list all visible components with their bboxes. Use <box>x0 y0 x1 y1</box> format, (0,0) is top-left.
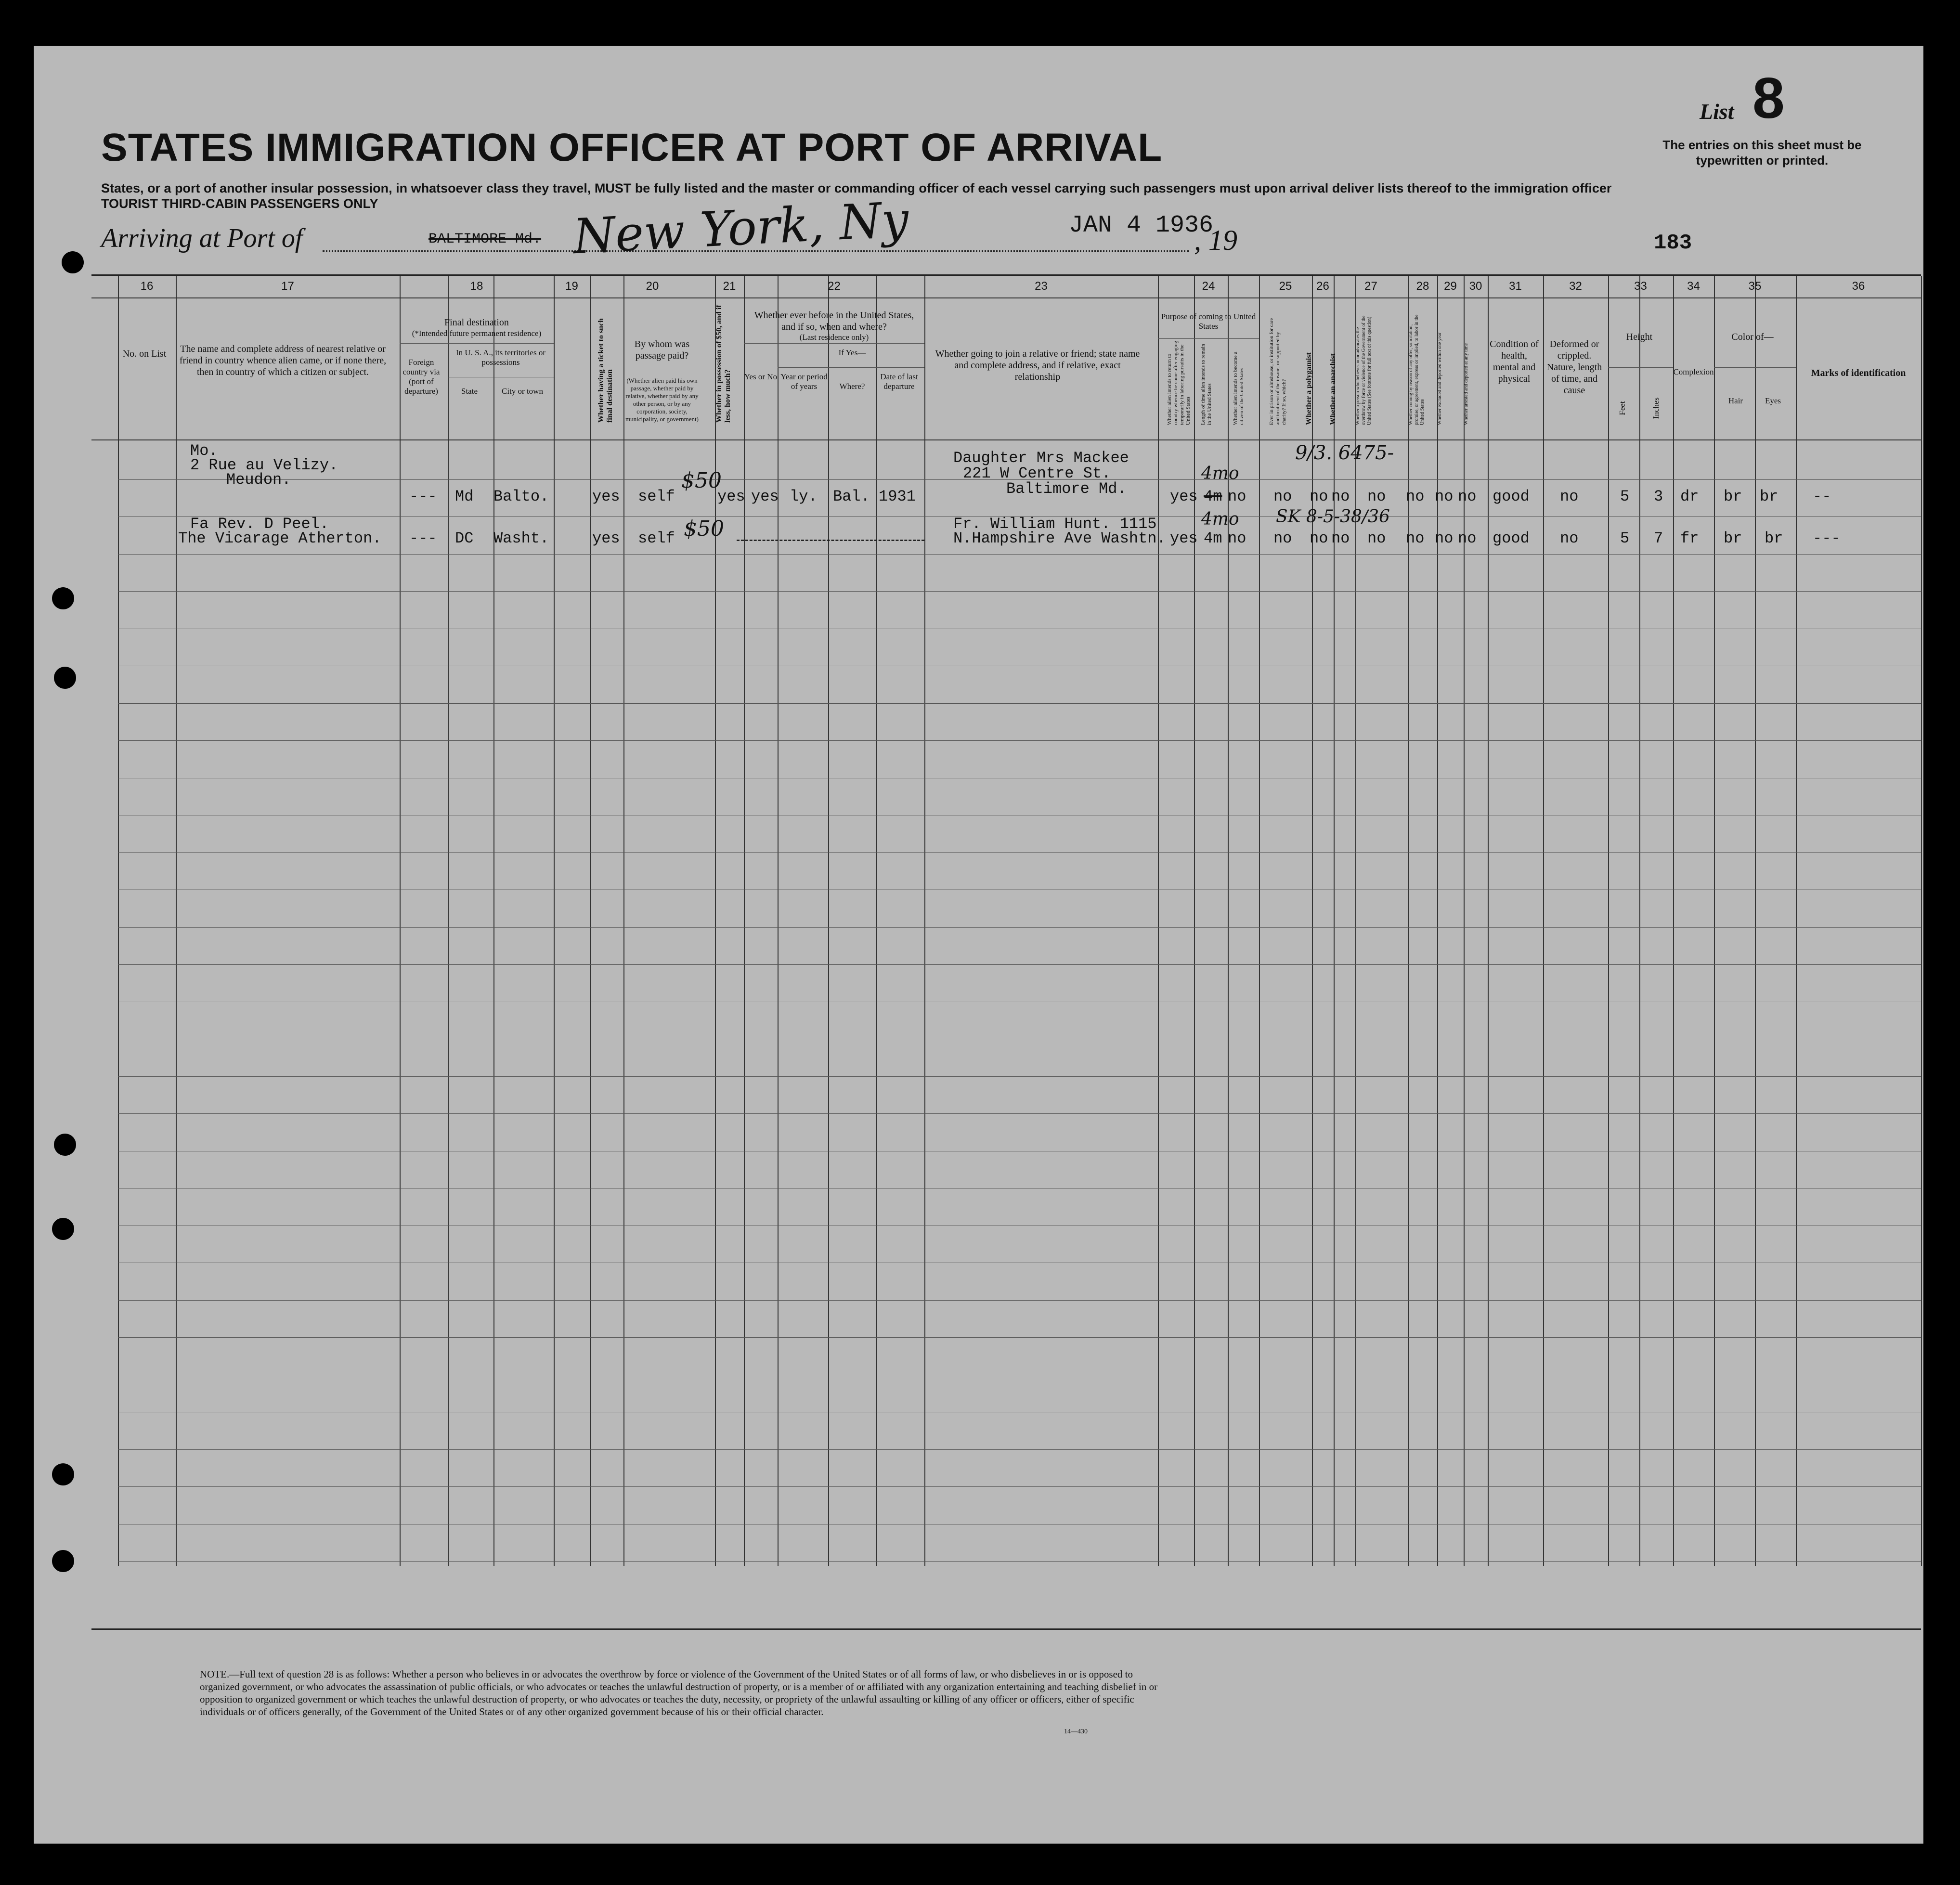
header-height: Height <box>1626 332 1653 342</box>
column-number: 31 <box>1509 280 1522 293</box>
header-usa: In U. S. A., its territories or possessions <box>455 348 546 367</box>
header-ticket: Whether having a ticket to such final destination <box>597 318 614 423</box>
header-marks: Marks of identification <box>1811 368 1906 378</box>
subtitle-line2: TOURIST THIRD-CABIN PASSENGERS ONLY <box>101 196 378 211</box>
header-final-destination: Final destination <box>444 317 509 328</box>
grid-vline <box>1464 276 1465 1566</box>
row2-annotation: SK 8-5-38/36 <box>1276 507 1390 527</box>
row1-ever-where: Bal. <box>833 488 870 505</box>
grid-hline <box>91 439 1921 440</box>
column-number: 19 <box>565 280 578 293</box>
header-yes-or-no: Yes or No <box>744 372 778 381</box>
column-number: 21 <box>723 280 736 293</box>
grid-vline <box>1673 276 1674 1566</box>
row1-polygamist: no <box>1310 488 1328 505</box>
grid-vline <box>1488 276 1489 1566</box>
arrival-label: Arriving at Port of <box>101 223 303 253</box>
year-prefix: , 19 <box>1194 224 1237 256</box>
row2-hair: br <box>1724 529 1742 547</box>
grid-vline <box>1921 276 1922 1566</box>
row1-join-line3: Baltimore Md. <box>1006 480 1127 498</box>
row2-join-line1: Fr. William Hunt. 1115 <box>953 515 1157 533</box>
header-join-relative: Whether going to join a relative or friend; state name and complete address, and if relative, exact relationship <box>935 349 1140 382</box>
row1-money-hand: $50 <box>681 468 722 493</box>
column-number: 33 <box>1634 280 1647 293</box>
column-number: 23 <box>1035 280 1048 293</box>
row1-money: yes <box>717 488 745 505</box>
punch-hole <box>52 587 74 609</box>
grid-vline <box>1334 276 1335 1566</box>
row1-annotation: 9/3. 6475- <box>1295 442 1394 464</box>
row1-col31: no <box>1458 488 1477 505</box>
header-prison: Ever in prison or almshouse, or institution for care and treatment of the insane, or supported by charity? If so, which? <box>1269 318 1287 425</box>
subtitle-line1: States, or a port of another insular possession, in whatsoever class they travel, MUST be fully listed and the master or commanding officer of each vessel carrying such passengers must upon arrival deliver lists thereof to the immigration officer <box>101 181 1612 195</box>
header-where: Where? <box>839 382 865 391</box>
port-typed: BALTIMORE Md. <box>428 231 542 247</box>
header-passage-paid: By whom was passage paid? <box>634 339 690 361</box>
header-col31: Whether arrested and deported at any time <box>1464 343 1469 425</box>
grid-vline <box>590 276 591 1566</box>
row2-col29: no <box>1406 529 1425 547</box>
grid-vline <box>1796 276 1797 1566</box>
grid-vline <box>1158 276 1159 1566</box>
row2-paid: self <box>638 529 675 547</box>
punch-hole <box>52 1550 74 1572</box>
header-inches: Inches <box>1651 397 1661 419</box>
header-col28: Whether a person who believes in or advocates the overthrow by force or violence of the Government of the United States (See footnote for full text of this question) <box>1355 315 1372 425</box>
grid-vline <box>876 276 877 1566</box>
column-number: 16 <box>140 280 154 293</box>
row2-health: good <box>1493 529 1530 547</box>
header-hair: Hair <box>1728 396 1743 405</box>
row2-foreign: --- <box>409 529 437 547</box>
row1-purpose-c: no <box>1228 488 1246 505</box>
grid-row-line <box>118 703 1921 704</box>
header-health: Condition of health, mental and physical <box>1490 339 1539 384</box>
row2-purpose-c: no <box>1228 529 1246 547</box>
header-purpose-c: Whether alien intends to become a citizen of the United States <box>1233 351 1245 425</box>
header-passage-paid-note: (Whether alien paid his own passage, whether paid by relative, whether paid by any other person, or by any corporation, society, municipality, or government) <box>625 377 699 423</box>
row1-eyes: br <box>1760 488 1778 505</box>
row1-purpose-a: yes <box>1170 488 1198 505</box>
row2-prison: no <box>1273 529 1292 547</box>
grid-subheader-line <box>400 343 554 344</box>
row1-complexion: dr <box>1680 488 1699 505</box>
grid-vline <box>1194 276 1195 1566</box>
header-polygamist: Whether a polygamist <box>1305 352 1313 425</box>
grid-vline <box>400 276 401 1566</box>
row1-ticket: yes <box>592 488 620 505</box>
column-number: 28 <box>1416 280 1429 293</box>
row2-col28: no <box>1367 529 1386 547</box>
grid-vline <box>1639 276 1640 1566</box>
row2-purpose-a: yes <box>1170 529 1198 547</box>
row1-marks: -- <box>1813 488 1831 505</box>
grid-vline <box>554 276 555 1566</box>
grid-vline <box>828 276 829 1566</box>
row1-relative-line1: Mo. <box>190 442 218 460</box>
row1-ever-yes: yes <box>751 488 779 505</box>
column-number: 32 <box>1569 280 1582 293</box>
grid-vline <box>744 276 745 1566</box>
header-purpose-b: Length of time alien intends to remain in the United States <box>1200 344 1212 425</box>
row1-relative-line2: 2 Rue au Velizy. <box>190 456 338 474</box>
row2-ever-dash <box>737 540 924 541</box>
row2-deformed: no <box>1560 529 1579 547</box>
row2-join-line2: N.Hampshire Ave Washtn. <box>953 529 1166 547</box>
row2-complexion: fr <box>1680 529 1699 547</box>
header-city: City or town <box>502 387 543 396</box>
header-col30: Whether excluded and deported within one year <box>1437 332 1442 425</box>
grid-row-line <box>118 1113 1921 1114</box>
grid-vline <box>1437 276 1438 1566</box>
grid-row-line <box>118 1449 1921 1450</box>
row2-inches: 7 <box>1654 529 1663 547</box>
grid-vline <box>623 276 624 1566</box>
list-label: List <box>1700 99 1734 124</box>
date-stamp: JAN 4 1936 <box>1069 212 1214 239</box>
row1-city: Balto. <box>493 488 549 505</box>
column-number: 35 <box>1748 280 1762 293</box>
header-anarchist: Whether an anarchist <box>1329 353 1337 425</box>
row1-join-line2: 221 W Centre St. <box>963 465 1111 482</box>
row1-state: Md <box>455 488 474 505</box>
page-title: STATES IMMIGRATION OFFICER AT PORT OF ARRIVAL <box>101 126 1163 169</box>
list-note: The entries on this sheet must be typewritten or printed. <box>1662 138 1862 168</box>
grid-subheader-line <box>778 367 924 368</box>
row1-anarchist: no <box>1331 488 1350 505</box>
column-number: 22 <box>828 280 841 293</box>
header-complexion: Complexion <box>1673 367 1714 376</box>
punch-hole <box>62 251 84 273</box>
row1-ever-period: ly. <box>790 488 818 505</box>
grid-row-line <box>118 740 1921 741</box>
row2-col31: no <box>1458 529 1477 547</box>
page-number: 183 <box>1654 231 1692 255</box>
row2-feet: 5 <box>1620 529 1630 547</box>
grid-subheader-line <box>1608 367 1673 368</box>
row2-state: DC <box>455 529 474 547</box>
row1-deformed: no <box>1560 488 1579 505</box>
grid-vline <box>1312 276 1313 1566</box>
row2-ticket: yes <box>592 529 620 547</box>
punch-hole <box>54 1134 76 1156</box>
column-number: 17 <box>281 280 294 293</box>
row2-relative-line1: Fa Rev. D Peel. <box>190 515 329 533</box>
header-col29: Whether coming by reason of any offer, solicitation, promise, or agreement, express or implied, to labor in the United States <box>1408 314 1425 425</box>
row2-purpose-b-hand: 4mo <box>1201 509 1239 529</box>
grid-subheader-line <box>1714 367 1796 368</box>
grid-vline <box>118 276 119 1566</box>
row2-eyes: br <box>1765 529 1783 547</box>
header-final-destination-note: (*Intended future permanent residence) <box>412 329 542 338</box>
header-eyes: Eyes <box>1765 396 1781 405</box>
header-if-yes: If Yes— <box>838 348 866 357</box>
grid-vline <box>1259 276 1260 1566</box>
row1-hair: br <box>1724 488 1742 505</box>
grid-row-line <box>118 1561 1921 1562</box>
row2-money-hand: $50 <box>684 516 724 541</box>
grid-row-line <box>118 1486 1921 1487</box>
grid-vline <box>493 276 494 1566</box>
grid-subheader-line <box>744 343 924 344</box>
column-number: 27 <box>1364 280 1377 293</box>
header-relative-address: The name and complete address of nearest relative or friend in country whence alien came, or if none there, then in country of which a citizen or subject. <box>179 344 387 377</box>
punch-hole <box>52 1463 74 1485</box>
grid-vline <box>176 276 177 1566</box>
manifest-sheet <box>34 46 1923 1844</box>
column-number: 36 <box>1852 280 1865 293</box>
row1-join-line1: Daughter Mrs Mackee <box>953 449 1129 467</box>
column-number: 29 <box>1444 280 1457 293</box>
grid-vline <box>448 276 449 1566</box>
grid-vline <box>1355 276 1356 1566</box>
row2-city: Washt. <box>493 529 549 547</box>
row1-relative-line3: Meudon. <box>226 471 291 489</box>
grid-row-line <box>118 852 1921 853</box>
header-ever-before-note: (Last residence only) <box>799 333 869 342</box>
grid-row-line <box>118 591 1921 592</box>
header-state: State <box>461 387 478 396</box>
grid-vline <box>1408 276 1409 1566</box>
row1-purpose-b: 4m <box>1204 488 1222 505</box>
grid-row-line <box>118 964 1921 965</box>
row1-col30: no <box>1435 488 1454 505</box>
column-number: 26 <box>1316 280 1329 293</box>
row1-foreign: --- <box>409 488 437 505</box>
punch-hole <box>54 667 76 689</box>
header-year-period: Year or period of years <box>780 372 828 391</box>
row2-col30: no <box>1435 529 1454 547</box>
grid-row-line <box>118 1300 1921 1301</box>
manifest-table <box>91 274 1921 1630</box>
port-handwritten: New York, Ny <box>571 191 910 265</box>
header-date-departure: Date of last departure <box>880 372 918 391</box>
grid-subheader-line <box>1158 338 1259 339</box>
header-foreign-country: Foreign country via (port of departure) <box>402 358 440 396</box>
row1-prison: no <box>1273 488 1292 505</box>
grid-vline <box>1608 276 1609 1566</box>
header-ever-before: Whether ever before in the United States, and if so, when and where? <box>754 310 914 332</box>
row2-anarchist: no <box>1331 529 1350 547</box>
row1-paid: self <box>638 488 675 505</box>
column-number: 25 <box>1279 280 1292 293</box>
grid-hline <box>91 297 1921 298</box>
row2-relative-line2: The Vicarage Atherton. <box>178 529 382 547</box>
row1-col28: no <box>1367 488 1386 505</box>
column-number: 30 <box>1469 280 1482 293</box>
column-number: 20 <box>646 280 659 293</box>
row2-purpose-b: 4m <box>1204 529 1222 547</box>
grid-row-line <box>118 1337 1921 1338</box>
header-no-on-list: No. on List <box>122 349 167 359</box>
row2-marks: --- <box>1813 529 1841 547</box>
row1-ever-date: 1931 <box>879 488 916 505</box>
header-deformed: Deformed or crippled. Nature, length of time, and cause <box>1546 339 1602 396</box>
row1-col29: no <box>1406 488 1425 505</box>
form-code: 14—430 <box>1064 1728 1088 1735</box>
row2-polygamist: no <box>1310 529 1328 547</box>
row1-inches: 3 <box>1654 488 1663 505</box>
grid-vline <box>1755 276 1756 1566</box>
punch-hole <box>52 1218 74 1240</box>
column-number: 24 <box>1202 280 1215 293</box>
row1-health: good <box>1493 488 1530 505</box>
header-purpose-a: Whether alien intends to return to country whence he came after engaging temporarily in laboring pursuits in the United States <box>1167 341 1191 425</box>
grid-vline <box>778 276 779 1566</box>
grid-vline <box>924 276 925 1566</box>
grid-row-line <box>118 554 1921 555</box>
column-number: 18 <box>470 280 483 293</box>
footnote-question-28: NOTE.—Full text of question 28 is as follows: Whether a person who believes in or advocates the overthrow by force or violence of the Government of the United States or of all forms of law, or who disbelieves in or is opposed to organized government, or who advocates the assassination of public officials, or who advocates or teaches the unlawful destruction of property, or is a member of or affiliated with any organization entertaining and teaching disbelief in or opposition to organized government or which teaches the unlawful destruction of property, or who advocates or teaches the duty, necessity, or propriety of the unlawful assaulting or killing of any officer or officers, either of specific individuals or of officers generally, of the Government of the United States or of any other organized government because of his or their official character. <box>200 1668 1158 1717</box>
grid-row-line <box>118 1076 1921 1077</box>
column-number: 34 <box>1687 280 1700 293</box>
header-purpose: Purpose of coming to United States <box>1161 312 1256 331</box>
grid-vline <box>1543 276 1544 1566</box>
list-number: 8 <box>1752 66 1785 130</box>
header-feet: Feet <box>1618 401 1627 415</box>
grid-vline <box>1714 276 1715 1566</box>
header-color-of: Color of— <box>1731 332 1774 342</box>
row1-purpose-b-hand: 4mo <box>1201 464 1239 483</box>
header-money: Whether in possession of $50, and if less, how much? <box>715 305 732 423</box>
grid-row-line <box>118 927 1921 928</box>
row1-feet: 5 <box>1620 488 1630 505</box>
